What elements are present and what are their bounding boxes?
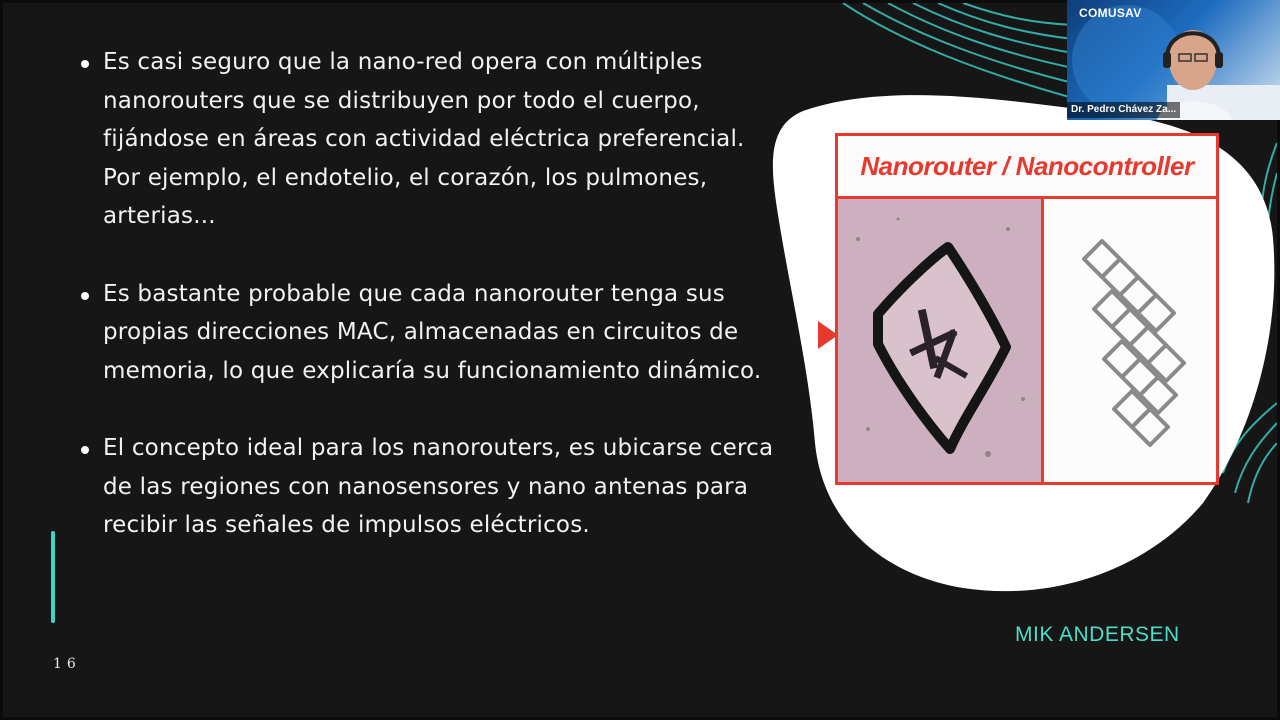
nanorouter-figure — [835, 133, 1219, 485]
bullet-item: El concepto ideal para los nanorouters, es ubicarse cerca de las regiones con nanosensores y nano antenas para recibir las señales de impulsos eléctricos. — [81, 429, 781, 545]
participant-name-label: Dr. Pedro Chávez Za... — [1067, 102, 1180, 118]
figure-title: Nanorouter / Nanocontroller — [838, 136, 1216, 199]
bullet-item: Es casi seguro que la nano-red opera con múltiples nanorouters que se distribuyen por todo el cuerpo, fijándose en áreas con actividad eléctrica preferencial. Por ejemplo, el endotelio, el corazón, los pulmones, arterias... — [81, 43, 781, 236]
microscope-image — [838, 199, 1044, 482]
page-number: 16 — [53, 656, 81, 672]
author-name: MIK ANDERSEN — [1015, 623, 1180, 646]
webcam-video-feed[interactable] — [1067, 0, 1280, 120]
nanostructure-diagram — [1044, 199, 1216, 482]
bullet-item: Es bastante probable que cada nanorouter tenga sus propias direcciones MAC, almacenadas en circuitos de memoria, lo que explicaría su funcionamiento dinámico. — [81, 275, 781, 391]
comusav-logo: COMUSAV — [1079, 6, 1142, 20]
